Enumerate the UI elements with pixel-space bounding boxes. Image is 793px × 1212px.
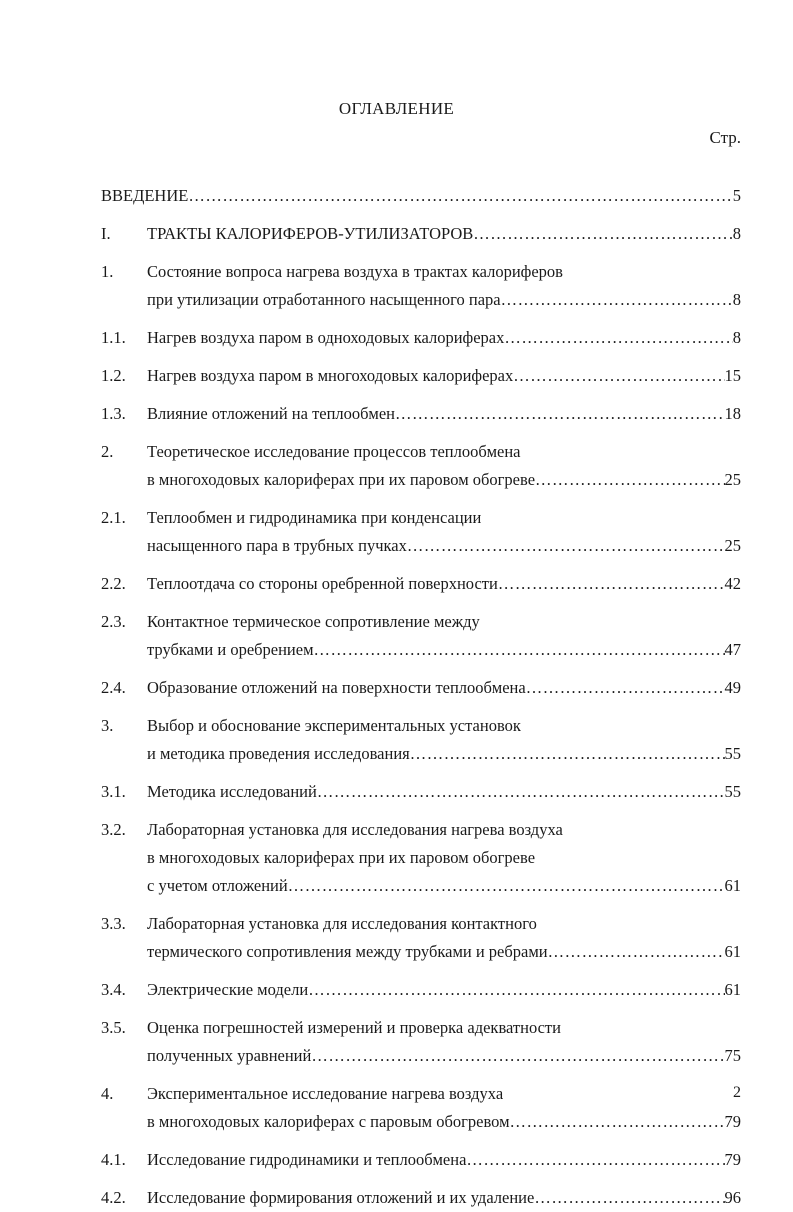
toc-entry-number: 2.1.: [101, 508, 126, 527]
toc-entry-text-line: [147, 636, 741, 664]
toc-entry-page: 79: [724, 1150, 741, 1169]
toc-entry-page: 75: [724, 1046, 741, 1065]
toc-entry-text-line: [147, 778, 741, 806]
table-of-contents: [101, 182, 741, 1212]
dot-leader: [395, 400, 725, 428]
toc-entry-title: с учетом отложений: [147, 876, 288, 895]
page-number: 2: [733, 1084, 741, 1101]
toc-entry-title: Состояние вопроса нагрева воздуха в трактах калориферов: [147, 262, 563, 281]
toc-entry-line: [101, 362, 741, 390]
toc-entry-number: 3.4.: [101, 980, 126, 999]
toc-entry-line: [101, 1014, 741, 1042]
toc-entry-line: [101, 1108, 741, 1136]
toc-entry-line: [101, 466, 741, 494]
toc-entry-line: [101, 740, 741, 768]
dot-leader: [410, 740, 725, 768]
toc-entry-text-line: [101, 182, 741, 210]
toc-entry-number: 2.2.: [101, 574, 126, 593]
toc-entry-line: [101, 938, 741, 966]
dot-leader: [407, 532, 725, 560]
toc-entry-page: 5: [732, 186, 741, 205]
toc-entry-text-line: [147, 220, 741, 248]
toc-entry-text-line: [147, 286, 741, 314]
dot-leader: [473, 220, 732, 248]
toc-entry-text-line: [147, 466, 741, 494]
toc-entry-number: 2.3.: [101, 612, 126, 631]
toc-entry-line: [101, 1080, 741, 1108]
toc-entry-title: трубками и оребрением: [147, 640, 314, 659]
toc-entry-number: 3.: [101, 716, 114, 735]
toc-entry-text-line: [147, 324, 741, 352]
toc-entry-line: [101, 286, 741, 314]
toc-entry-number: 1.2.: [101, 366, 126, 385]
toc-entry-text-line: [147, 740, 741, 768]
toc-entry-text-line: [147, 532, 741, 560]
toc-entry-title: Методика исследований: [147, 782, 317, 801]
toc-entry-page: 61: [724, 980, 741, 999]
toc-entry-line: [101, 258, 741, 286]
toc-entry-title: и методика проведения исследования: [147, 744, 410, 763]
dot-leader: [513, 362, 724, 390]
dot-leader: [314, 636, 725, 664]
toc-entry-title: Экспериментальное исследование нагрева воздуха: [147, 1084, 504, 1103]
toc-entry-number: 3.5.: [101, 1018, 126, 1037]
dot-leader: [466, 1146, 724, 1174]
toc-entry-line: [101, 570, 741, 598]
dot-leader: [535, 466, 724, 494]
toc-entry-title: Образование отложений на поверхности теплообмена: [147, 678, 526, 697]
dot-leader: [548, 938, 725, 966]
toc-entry-number: 3.2.: [101, 820, 126, 839]
toc-entry-line: [101, 438, 741, 466]
toc-entry-line: [101, 976, 741, 1004]
toc-entry-text-line: [147, 362, 741, 390]
toc-entry-page: 49: [724, 678, 741, 697]
dot-leader: [526, 674, 725, 702]
dot-leader: [308, 976, 724, 1004]
toc-entry-number: I.: [101, 224, 111, 243]
toc-entry-text-line: [147, 438, 741, 466]
toc-entry-page: 79: [724, 1112, 741, 1131]
toc-entry-number: 4.2.: [101, 1188, 126, 1207]
toc-entry-number: 1.: [101, 262, 114, 281]
toc-entry-title: Лабораторная установка для исследования контактного: [147, 914, 537, 933]
dot-leader: [498, 570, 725, 598]
toc-entry-title: Нагрев воздуха паром в многоходовых калориферах: [147, 366, 514, 385]
toc-entry-page: 61: [724, 876, 741, 895]
toc-entry-line: [101, 220, 741, 248]
toc-entry-title: полученных уравнений: [147, 1046, 312, 1065]
toc-entry-text-line: [147, 1184, 741, 1212]
toc-entry-text-line: [147, 938, 741, 966]
toc-entry-text-line: [147, 258, 741, 286]
toc-entry-title: Теоретическое исследование процессов теплообмена: [147, 442, 521, 461]
page-title: ОГЛАВЛЕНИЕ: [338, 99, 455, 118]
toc-entry-text-line: [147, 712, 741, 740]
toc-entry-text-line: [147, 570, 741, 598]
toc-entry-page: 8: [732, 328, 741, 347]
toc-entry-number: 4.1.: [101, 1150, 126, 1169]
toc-entry-title: Оценка погрешностей измерений и проверка адекватности: [147, 1018, 561, 1037]
toc-entry-number: 4.: [101, 1084, 114, 1103]
toc-entry-text-line: [147, 400, 741, 428]
toc-entry-text-line: [147, 976, 741, 1004]
toc-entry-text-line: [147, 504, 741, 532]
page-column-label: Стр.: [709, 128, 741, 147]
toc-entry-text-line: [147, 1108, 741, 1136]
toc-entry-number: 1.1.: [101, 328, 126, 347]
dot-leader: [501, 286, 733, 314]
toc-entry-title: Лабораторная установка для исследования нагрева воздуха: [147, 820, 563, 839]
toc-entry-text-line: [147, 1042, 741, 1070]
toc-entry-page: 25: [724, 470, 741, 489]
toc-entry-text-line: [147, 844, 741, 872]
toc-entry-title: Электрические модели: [147, 980, 309, 999]
toc-entry-title: в многоходовых калориферах при их паровом обогреве: [147, 848, 536, 867]
toc-entry-title: Нагрев воздуха паром в одноходовых калориферах: [147, 328, 505, 347]
toc-entry-text-line: [147, 1014, 741, 1042]
toc-entry-number: 2.: [101, 442, 114, 461]
toc-entry-title: в многоходовых калориферах с паровым обогревом: [147, 1112, 510, 1131]
toc-entry-page: 55: [724, 744, 741, 763]
toc-entry-title: Контактное термическое сопротивление между: [147, 612, 480, 631]
toc-entry-line: [101, 608, 741, 636]
dot-leader: [504, 324, 732, 352]
toc-entry-line: [101, 872, 741, 900]
toc-entry-page: 55: [724, 782, 741, 801]
toc-entry-line: [101, 1146, 741, 1174]
toc-entry-line: [101, 712, 741, 740]
toc-entry-page: 8: [732, 290, 741, 309]
toc-entry-title: термического сопротивления между трубками и ребрами: [147, 942, 548, 961]
toc-entry-line: [101, 844, 741, 872]
toc-entry-title: в многоходовых калориферах при их паровом обогреве: [147, 470, 536, 489]
toc-entry-line: [101, 1184, 741, 1212]
toc-entry-text-line: [147, 674, 741, 702]
toc-entry-page: 47: [724, 640, 741, 659]
toc-entry-line: [101, 1042, 741, 1070]
toc-entry-text-line: [147, 1146, 741, 1174]
toc-entry-number: 3.1.: [101, 782, 126, 801]
toc-entry-page: 25: [724, 536, 741, 555]
dot-leader: [534, 1184, 724, 1212]
toc-entry-title: Теплообмен и гидродинамика при конденсации: [147, 508, 482, 527]
toc-entry-number: 3.3.: [101, 914, 126, 933]
toc-entry-text-line: [147, 910, 741, 938]
toc-entry-text-line: [147, 1080, 741, 1108]
toc-entry-title: Теплоотдача со стороны оребренной поверхности: [147, 574, 498, 593]
toc-entry-page: 42: [724, 574, 741, 593]
toc-entry-page: 8: [732, 224, 741, 243]
toc-entry-title: Исследование формирования отложений и их удаление: [147, 1188, 535, 1207]
dot-leader: [317, 778, 725, 806]
toc-entry-line: [101, 778, 741, 806]
toc-entry-title: ВВЕДЕНИЕ: [101, 186, 189, 205]
toc-entry-page: 18: [724, 404, 741, 423]
toc-entry-title: насыщенного пара в трубных пучках: [147, 536, 407, 555]
toc-entry-page: 61: [724, 942, 741, 961]
toc-entry-line: [101, 816, 741, 844]
dot-leader: [288, 872, 725, 900]
toc-entry-page: 15: [724, 366, 741, 385]
toc-entry-line: [101, 532, 741, 560]
toc-entry-title: Исследование гидродинамики и теплообмена: [147, 1150, 467, 1169]
toc-entry-line: [101, 400, 741, 428]
toc-entry-title: Выбор и обоснование экспериментальных установок: [147, 716, 521, 735]
toc-entry-page: 96: [724, 1188, 741, 1207]
dot-leader: [311, 1042, 724, 1070]
toc-entry-title: при утилизации отработанного насыщенного пара: [147, 290, 501, 309]
toc-entry-number: 2.4.: [101, 678, 126, 697]
toc-entry-number: 1.3.: [101, 404, 126, 423]
toc-entry-line: [101, 910, 741, 938]
toc-entry-text-line: [147, 872, 741, 900]
toc-entry-line: [101, 504, 741, 532]
toc-entry-line: [101, 636, 741, 664]
toc-entry-text-line: [147, 816, 741, 844]
toc-entry-line: [101, 674, 741, 702]
toc-entry-line: [101, 324, 741, 352]
dot-leader: [188, 182, 732, 210]
toc-entry-line: [101, 182, 741, 210]
toc-entry-text-line: [147, 608, 741, 636]
toc-entry-title: ТРАКТЫ КАЛОРИФЕРОВ-УТИЛИЗАТОРОВ: [147, 224, 474, 243]
toc-entry-title: Влияние отложений на теплообмен: [147, 404, 395, 423]
dot-leader: [510, 1108, 725, 1136]
